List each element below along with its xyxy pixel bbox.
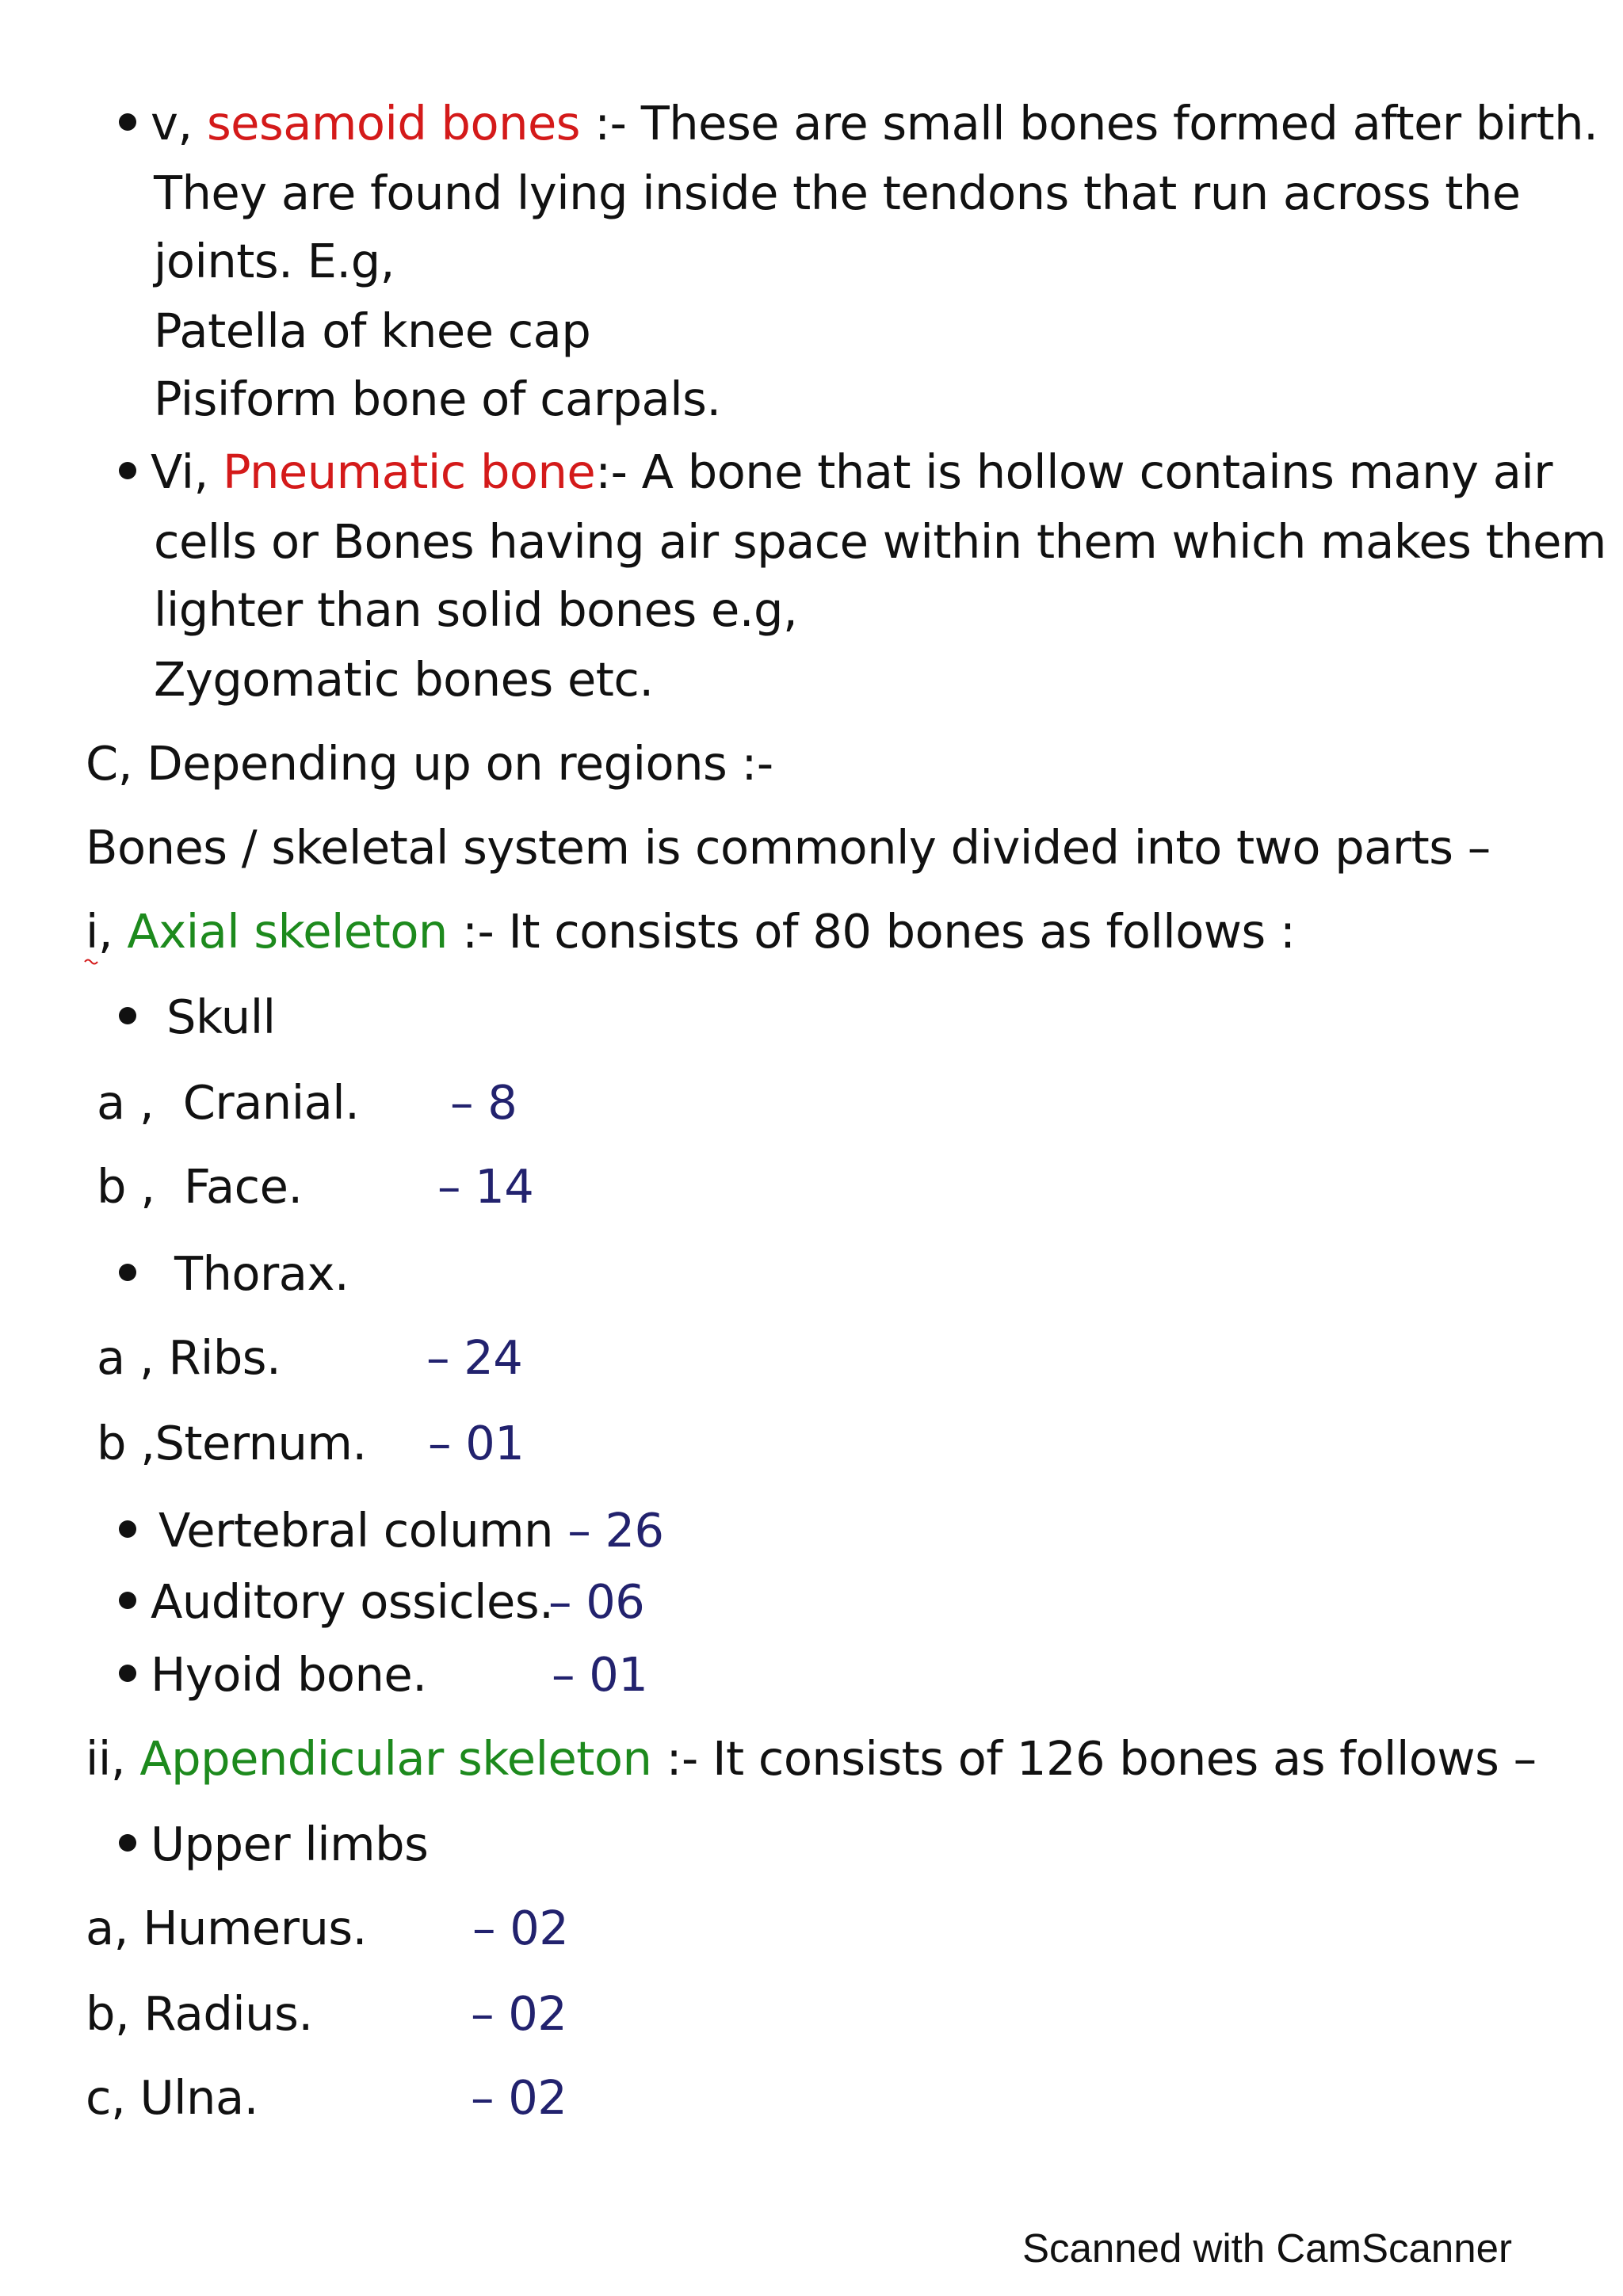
item-vi-line2: cells or Bones having air space within them which makes them [154, 514, 1606, 569]
section-c-heading: C, Depending up on regions :- [86, 736, 773, 791]
spellcheck-squiggle-icon [84, 958, 100, 966]
appendicular-rest: :- It consists of 126 bones as follows – [651, 1731, 1537, 1786]
upper-limbs-label: Upper limbs [151, 1817, 429, 1871]
thorax-heading [119, 1246, 349, 1301]
row-prefix: a, [86, 1901, 128, 1955]
upper-limbs-count-ulna: – 02 [471, 2070, 567, 2125]
axial-term: Axial skeleton [127, 904, 448, 959]
appendicular-marker: ii, [86, 1731, 126, 1786]
item-v-term: sesamoid bones [206, 96, 581, 151]
thorax-row-sternum [97, 1416, 367, 1470]
bullet-icon [119, 1007, 136, 1024]
vertebral-row [119, 1503, 664, 1558]
auditory-row [119, 1574, 554, 1629]
upper-limbs-count-humerus: – 02 [472, 1901, 569, 1955]
bullet-icon [119, 1665, 136, 1682]
skull-label: Skull [166, 990, 276, 1044]
upper-limbs-row-radius [86, 1986, 313, 2041]
auditory-label: Auditory ossicles. [151, 1574, 554, 1629]
item-v-example1: Patella of knee cap [154, 303, 591, 358]
hyoid-label: Hyoid bone. [151, 1647, 427, 1702]
row-prefix: a , [97, 1075, 155, 1130]
camscanner-watermark: Scanned with CamScanner [1022, 2225, 1512, 2271]
row-name: Face. [183, 1159, 303, 1214]
bullet-icon [119, 1592, 136, 1609]
row-name: Radius. [143, 1986, 313, 2041]
appendicular-heading [86, 1731, 1537, 1786]
item-v-line1 [119, 96, 1598, 151]
row-prefix: a , [97, 1330, 155, 1385]
row-name: Ribs. [168, 1330, 281, 1385]
upper-limbs-heading [119, 1817, 429, 1871]
hyoid-count: – 01 [552, 1647, 648, 1702]
bullet-icon [119, 462, 136, 479]
auditory-count: – 06 [548, 1574, 645, 1629]
skull-row-face [97, 1159, 303, 1214]
vertebral-label: Vertebral column [158, 1503, 553, 1558]
item-vi-marker: Vi, [151, 444, 208, 499]
item-vi-line1 [119, 444, 1553, 499]
item-v-marker: v, [151, 96, 193, 151]
axial-heading [86, 904, 1296, 959]
row-name: Humerus. [143, 1901, 367, 1955]
hyoid-row [119, 1647, 427, 1702]
row-prefix: c, [86, 2070, 126, 2125]
bullet-icon [119, 1264, 136, 1281]
item-v-line3: joints. E.g, [154, 234, 395, 288]
upper-limbs-row-ulna [86, 2070, 258, 2125]
skull-row-cranial [97, 1075, 360, 1130]
thorax-label: Thorax. [174, 1246, 349, 1301]
row-name: Ulna. [139, 2070, 258, 2125]
item-vi-term: Pneumatic bone [222, 444, 596, 499]
row-prefix: b , [97, 1416, 155, 1470]
thorax-count-ribs: – 24 [426, 1330, 523, 1385]
bullet-icon [119, 1834, 136, 1852]
bullet-icon [119, 1520, 136, 1538]
row-name: Sternum. [155, 1416, 367, 1470]
item-vi-rest: :- A bone that is hollow contains many air [595, 444, 1553, 499]
thorax-count-sternum: – 01 [428, 1416, 525, 1470]
section-c-intro: Bones / skeletal system is commonly divided into two parts – [86, 820, 1491, 875]
appendicular-term: Appendicular skeleton [139, 1731, 652, 1786]
item-vi-example1: Zygomatic bones etc. [154, 652, 654, 707]
axial-marker: i, [86, 908, 113, 955]
skull-heading [119, 990, 276, 1044]
item-v-example2: Pisiform bone of carpals. [154, 372, 721, 426]
row-prefix: b, [86, 1986, 130, 2041]
skull-count-cranial: – 8 [450, 1075, 517, 1130]
upper-limbs-row-humerus [86, 1901, 367, 1955]
item-v-rest: :- These are small bones formed after birth. [580, 96, 1598, 151]
upper-limbs-count-radius: – 02 [471, 1986, 567, 2041]
item-vi-line3: lighter than solid bones e.g, [154, 582, 798, 637]
row-name: Cranial. [182, 1075, 360, 1130]
item-v-line2: They are found lying inside the tendons that run across the [154, 166, 1521, 220]
vertebral-count: – 26 [567, 1503, 664, 1558]
thorax-row-ribs [97, 1330, 281, 1385]
row-prefix: b , [97, 1159, 155, 1214]
axial-rest: :- It consists of 80 bones as follows : [447, 904, 1296, 959]
skull-count-face: – 14 [437, 1159, 534, 1214]
bullet-icon [119, 113, 136, 131]
